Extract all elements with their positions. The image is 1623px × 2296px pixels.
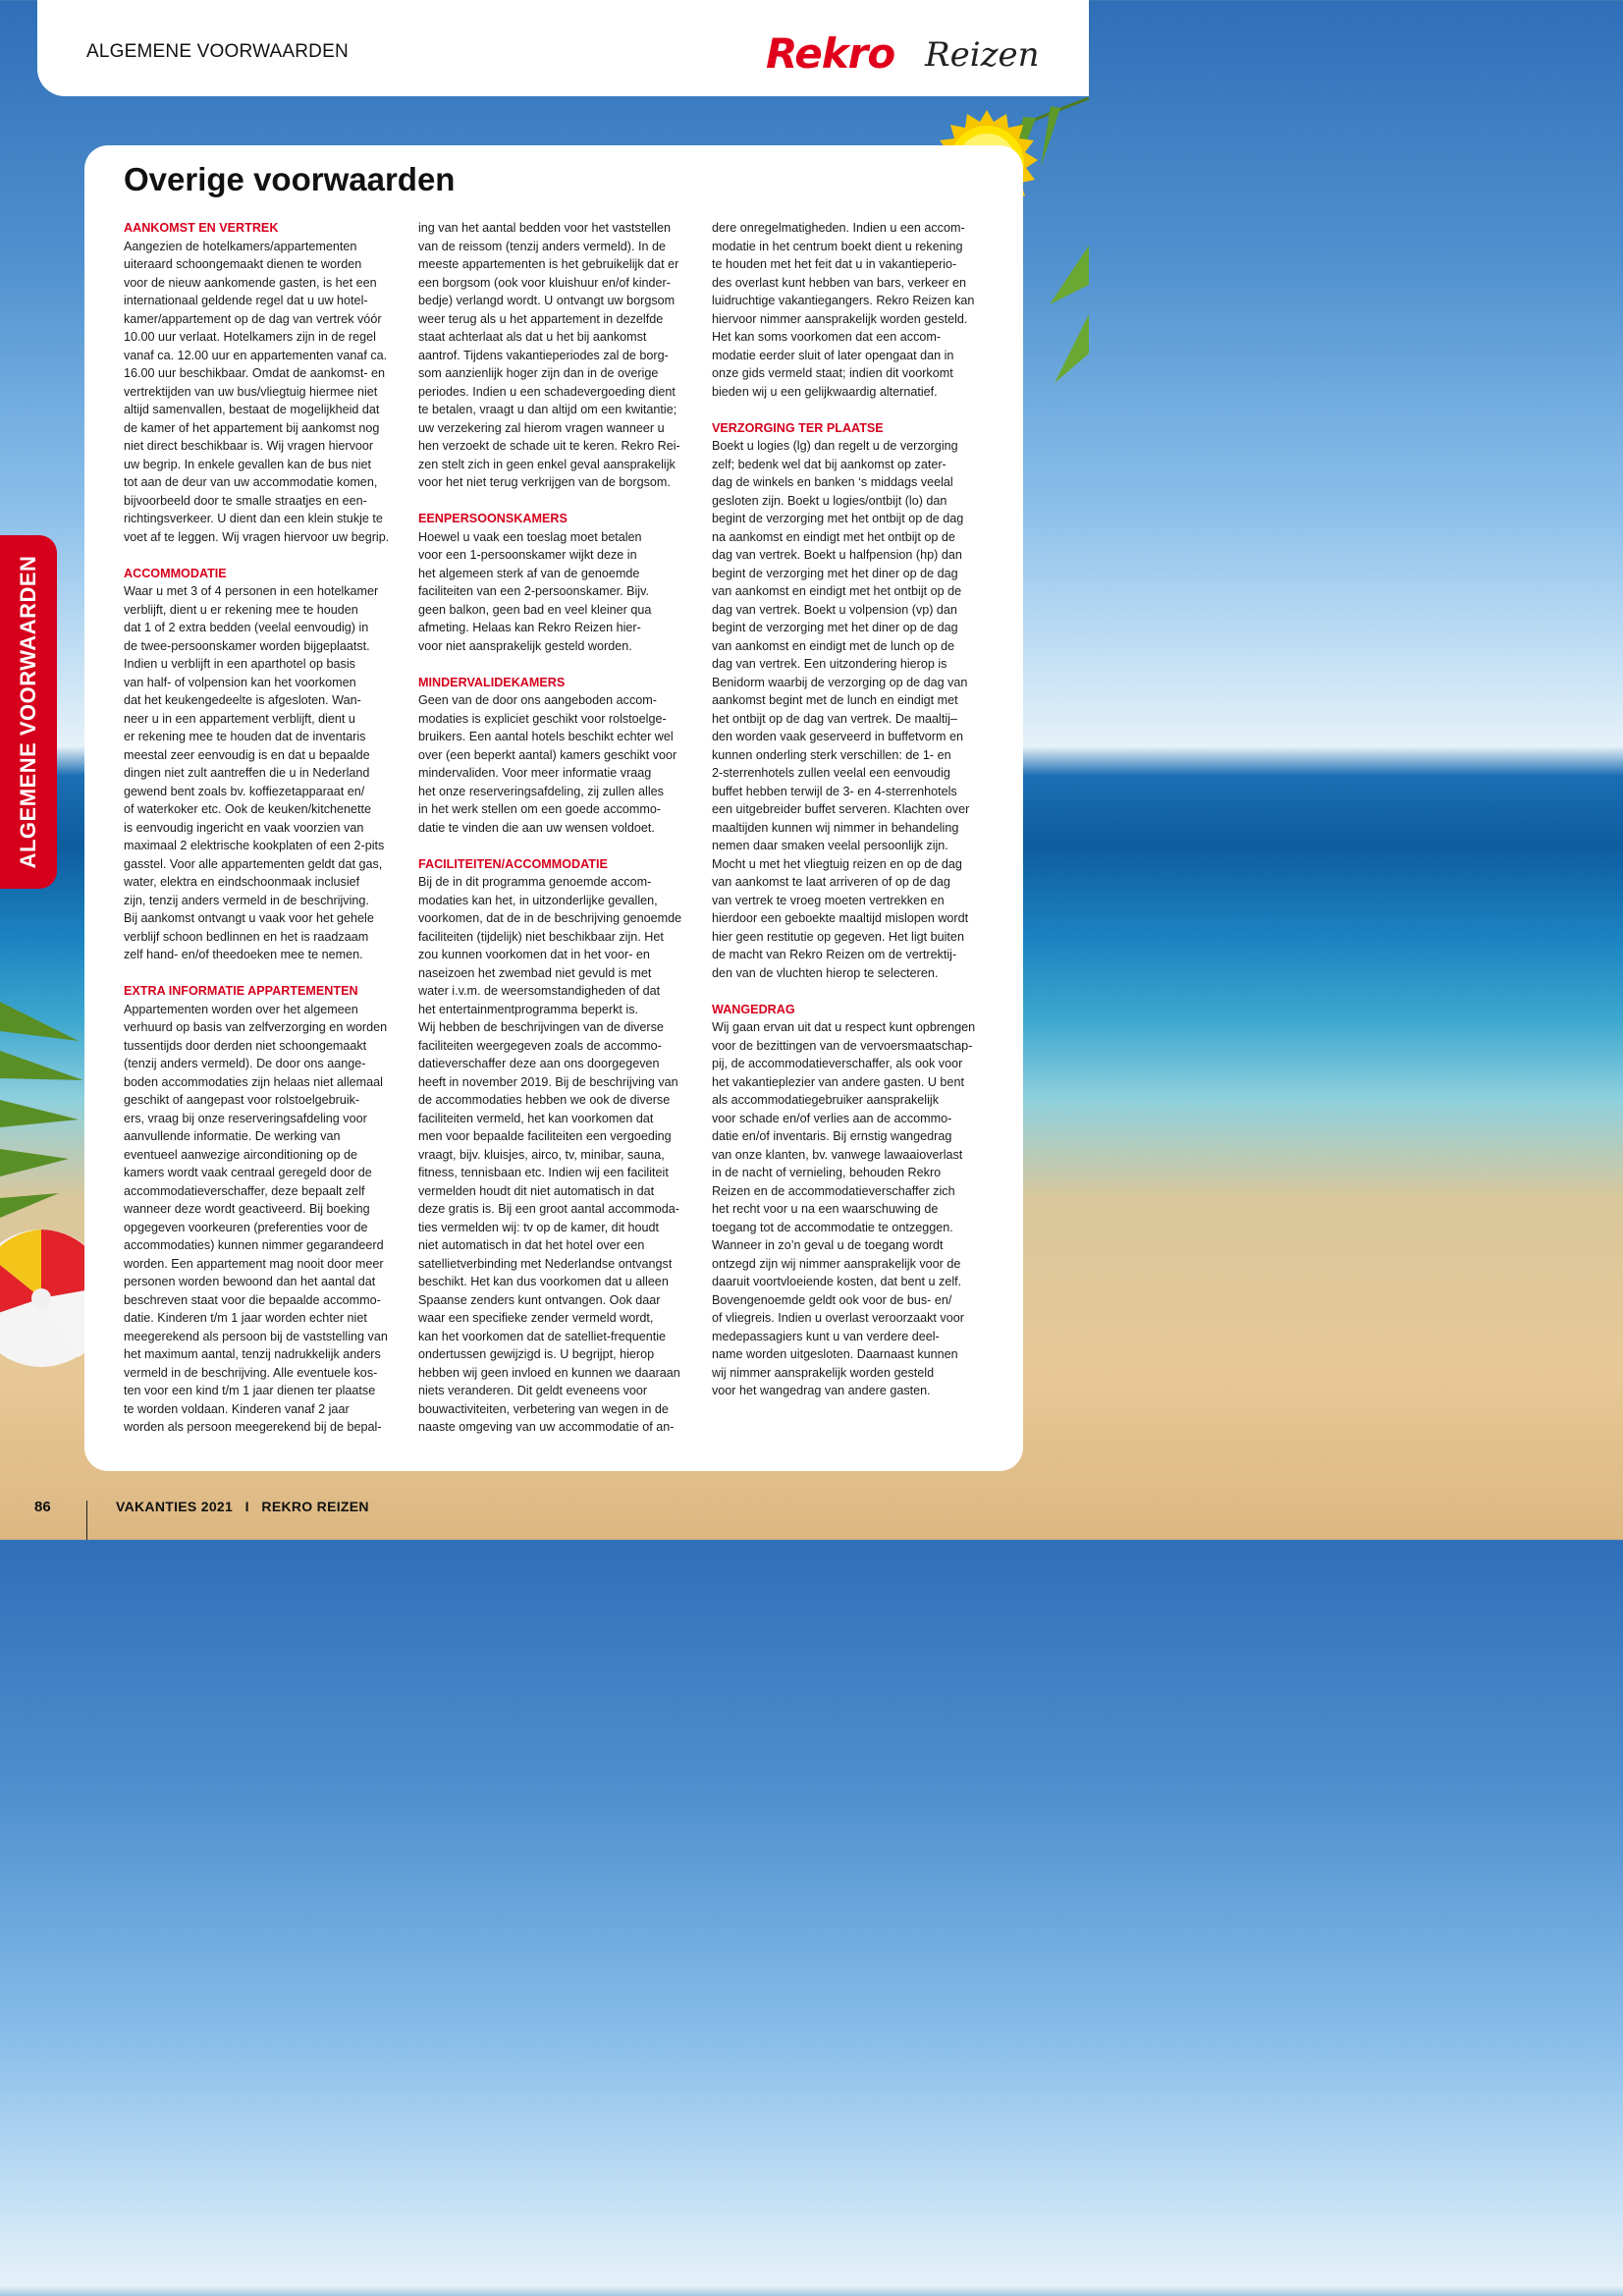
paragraph-line: meestal zeer eenvoudig is en dat u bepaalde: [124, 747, 370, 762]
paragraph-line: fitness, tennisbaan etc. Indien wij een faciliteit: [418, 1166, 669, 1179]
paragraph-line: periodes. Indien u een schadevergoeding dient: [418, 384, 676, 399]
paragraph-line: niet automatisch in dat het hotel over een: [418, 1238, 645, 1252]
section-heading: EENPERSOONSKAMERS: [418, 512, 568, 525]
paragraph-line: den van de vluchten hierop te selecteren.: [712, 965, 939, 980]
paragraph-line: uiteraard schoongemaakt dienen te worden: [124, 257, 362, 271]
side-tab-label: ALGEMENE VOORWAARDEN: [16, 555, 40, 869]
paragraph-line: Waar u met 3 of 4 personen in een hotelkamer: [124, 584, 379, 598]
paragraph-line: zijn, tenzij anders vermeld in de beschrijving.: [124, 893, 369, 907]
paragraph-line: meegerekend als persoon bij de vaststelling van: [124, 1329, 388, 1343]
paragraph-line: Spaanse zenders kunt ontvangen. Ook daar: [418, 1292, 661, 1307]
paragraph-line: als accommodatiegebruiker aansprakelijk: [712, 1093, 939, 1107]
paragraph-line: dag van vertrek. Boekt u halfpension (hp) dan: [712, 548, 962, 562]
paragraph-line: ondertussen gewijzigd is. U begrijpt, hierop: [418, 1347, 655, 1361]
paragraph-line: bijvoorbeeld door te smalle straatjes en een-: [124, 493, 367, 508]
paragraph-line: voet af te leggen. Wij vragen hiervoor uw begrip.: [124, 529, 390, 544]
paragraph-line: de accommodaties hebben we ook de diverse: [418, 1093, 671, 1107]
paragraph-line: heeft in november 2019. Bij de beschrijving van: [418, 1074, 678, 1089]
paragraph-line: kunnen onderling sterk verschillen: de 1- en: [712, 747, 951, 762]
paragraph-line: Appartementen worden over het algemeen: [124, 1002, 358, 1016]
paragraph-line: geen balkon, geen bad en veel kleiner qua: [418, 602, 652, 617]
paragraph-line: faciliteiten van een 2-persoonskamer. Bijv.: [418, 584, 649, 598]
paragraph-line: accommodatieverschaffer, deze bepaalt zelf: [124, 1183, 365, 1198]
paragraph-line: ties vermelden wij: tv op de kamer, dit houdt: [418, 1220, 659, 1234]
section-heading: AANKOMST EN VERTREK: [124, 221, 279, 235]
paragraph-line: in de nacht of vernieling, behouden Rekro: [712, 1166, 942, 1179]
paragraph-line: uw verzekering zal hierom vragen wanneer u: [418, 420, 665, 435]
paragraph-line: te worden voldaan. Kinderen vanaf 2 jaar: [124, 1401, 350, 1416]
paragraph-line: hebben wij geen invloed en kunnen we daaraan: [418, 1365, 680, 1380]
section: [418, 219, 695, 492]
paragraph-line: gasstel. Voor alle appartementen geldt dat gas,: [124, 856, 383, 871]
paragraph-line: internationaal geldende regel dat u uw hotel-: [124, 294, 368, 307]
text-column-1: [124, 219, 401, 1454]
paragraph-line: datie te vinden die aan uw wensen voldoet.: [418, 820, 655, 835]
paragraph-line: gewend bent zoals bv. koffiezetapparaat en/: [124, 784, 365, 798]
paragraph-line: hierdoor een geboekte maaltijd mislopen wordt: [712, 911, 969, 925]
paragraph-line: vraagt, bijv. kluisjes, airco, tv, minibar, sauna,: [418, 1147, 665, 1162]
section: [418, 855, 695, 1437]
paragraph-line: voor schade en/of verlies aan de accommo-: [712, 1111, 952, 1125]
paragraph-line: Aangezien de hotelkamers/appartementen: [124, 239, 357, 253]
section-heading: MINDERVALIDEKAMERS: [418, 675, 566, 689]
paragraph-line: zen stelt zich in geen enkel geval aansprakelijk: [418, 457, 676, 471]
paragraph-line: voor het wangedrag van andere gasten.: [712, 1384, 931, 1397]
paragraph-line: medepassagiers kunt u van verdere deel-: [712, 1329, 940, 1343]
page-number: 86: [34, 1499, 51, 1515]
paragraph-line: het maximum aantal, tenzij nadrukkelijk anders: [124, 1347, 381, 1361]
paragraph-line: naaste omgeving van uw accommodatie of an-: [418, 1420, 675, 1434]
paragraph-line: altijd samenvallen, bestaat de mogelijkheid dat: [124, 403, 380, 416]
paragraph-line: Boekt u logies (lg) dan regelt u de verzorging: [712, 439, 958, 453]
paragraph-line: ten voor een kind t/m 1 jaar dienen ter plaatse: [124, 1384, 376, 1397]
paragraph-line: van vertrek te vroeg moeten vertrekken en: [712, 893, 945, 907]
brand-logo-reizen: Reizen: [925, 35, 1040, 75]
section: [124, 219, 401, 546]
paragraph-line: begint de verzorging met het diner op de dag: [712, 621, 958, 634]
paragraph-line: van aankomst en eindigt met de lunch op de: [712, 638, 955, 653]
paragraph-line: faciliteiten weergegeven zoals de accommo-: [418, 1038, 662, 1053]
paragraph-line: worden als persoon meegerekend bij de bepal-: [124, 1420, 382, 1434]
paragraph-line: modatie eerder sluit of later opengaat dan in: [712, 348, 954, 362]
paragraph-line: ing van het aantal bedden voor het vaststellen: [418, 221, 671, 235]
paragraph-line: men voor bepaalde faciliteiten een vergoeding: [418, 1129, 672, 1143]
brand-logo-rekro: Rekro: [766, 29, 895, 78]
paragraph-line: uw begrip. In enkele gevallen kan de bus niet: [124, 457, 372, 471]
paragraph-line: Wij hebben de beschrijvingen van de diverse: [418, 1020, 664, 1034]
paragraph-line: worden. Een appartement mag nooit door meer: [124, 1256, 384, 1271]
paragraph-line: water, elektra en eindschoonmaak inclusief: [124, 875, 360, 889]
paragraph-line: weer terug als u het appartement in dezelfde: [418, 311, 664, 326]
paragraph-line: hier geen restitutie op gegeven. Het ligt buiten: [712, 929, 964, 944]
paragraph-line: wanneer deze wordt geactiveerd. Bij boeking: [124, 1202, 370, 1216]
paragraph-line: begint de verzorging met het ontbijt op de dag: [712, 512, 964, 525]
paragraph-line: neer u in een appartement verblijft, dient u: [124, 711, 355, 726]
paragraph-line: ontzegd zijn wij nimmer aansprakelijk voor de: [712, 1256, 961, 1271]
section: [124, 982, 401, 1437]
paragraph-line: des overlast kunt hebben van bars, verkeer en: [712, 275, 967, 290]
paragraph-line: bieden wij u een gelijkwaardig alternatief.: [712, 384, 938, 399]
paragraph-line: geschikt of aangepast voor rolstoelgebruik-: [124, 1093, 360, 1107]
paragraph-line: de macht van Rekro Reizen om de vertrektij-: [712, 948, 957, 961]
paragraph-line: vertrektijden van uw bus/vliegtuig hiermee niet: [124, 384, 378, 399]
paragraph-line: luidruchtige vakantiegangers. Rekro Reizen kan: [712, 294, 975, 307]
paragraph-line: voor het niet terug verkrijgen van de borgsom.: [418, 475, 671, 489]
section-heading: VERZORGING TER PLAATSE: [712, 420, 884, 435]
section-heading: ACCOMMODATIE: [124, 566, 227, 580]
paragraph-line: 2-sterrenhotels zullen veelal een eenvoudig: [712, 766, 950, 780]
paragraph-line: Geen van de door ons aangeboden accom-: [418, 693, 657, 707]
paragraph-line: of vliegreis. Indien u overlast veroorzaakt voor: [712, 1311, 964, 1325]
paragraph-line: voor de bezittingen van de vervoersmaatschap-: [712, 1038, 973, 1053]
paragraph-line: voorkomen, dat de in de beschrijving genoemde: [418, 911, 682, 925]
paragraph-line: aankomst begint met de lunch en eindigt met: [712, 693, 958, 707]
paragraph-line: zelf hand- en/of theedoeken mee te nemen.: [124, 948, 363, 961]
paragraph-line: buffet hebben terwijl de 3- en 4-sterrenhotels: [712, 784, 957, 798]
paragraph-line: te betalen, vraagt u dan altijd om een kwitantie;: [418, 403, 677, 416]
paragraph-line: kamer/appartement op de dag van vertrek vóór: [124, 311, 382, 326]
paragraph-line: zou kunnen voorkomen dat in het voor- en: [418, 948, 650, 961]
paragraph-line: datie en/of inventaris. Bij ernstig wangedrag: [712, 1129, 952, 1143]
paragraph-line: datie. Kinderen t/m 1 jaar worden echter niet: [124, 1311, 367, 1325]
page-title: Overige voorwaarden: [124, 161, 456, 197]
paragraph-line: hen verzoekt de schade uit te keren. Rekro Rei-: [418, 439, 680, 453]
footer-divider: [86, 1501, 87, 1540]
paragraph-line: Mocht u met het vliegtuig reizen en op de dag: [712, 856, 962, 871]
paragraph-line: modaties is expliciet geschikt voor rolstoelge-: [418, 711, 667, 726]
paragraph-line: naseizoen het zwembad niet gevuld is met: [418, 965, 652, 980]
paragraph-line: den worden vaak geserveerd in buffetvorm en: [712, 730, 963, 743]
paragraph-line: het onze reserveringsafdeling, zij zullen alles: [418, 784, 664, 798]
paragraph-line: accommodaties) kunnen nimmer gegarandeerd: [124, 1238, 384, 1252]
paragraph-line: eventueel aanwezige airconditioning op de: [124, 1147, 358, 1162]
paragraph-line: een borgsom (ook voor kluishuur en/of kinder-: [418, 275, 671, 290]
paragraph-line: vanaf ca. 12.00 uur en appartementen vanaf ca.: [124, 348, 388, 362]
paragraph-line: dag van vertrek. Boekt u volpension (vp) dan: [712, 602, 957, 617]
paragraph-line: name worden uitgesloten. Daarnaast kunnen: [712, 1347, 958, 1361]
paragraph-line: satellietverbinding met Nederlandse ontvangst: [418, 1256, 673, 1271]
paragraph-line: hiervoor nimmer aansprakelijk worden gesteld.: [712, 311, 968, 326]
section-heading: EXTRA INFORMATIE APPARTEMENTEN: [124, 984, 358, 998]
paragraph-line: onze gids vermeld staat; indien dit voorkomt: [712, 366, 953, 380]
paragraph-line: Het kan soms voorkomen dat een accom-: [712, 330, 942, 344]
section: [712, 219, 989, 401]
paragraph-line: of waterkoker etc. Ook de keuken/kitchenette: [124, 802, 372, 816]
section: [124, 565, 401, 964]
paragraph-line: faciliteiten vermeld, het kan voorkomen dat: [418, 1111, 654, 1125]
paragraph-line: Bovengenoemde geldt ook voor de bus- en/: [712, 1292, 952, 1307]
paragraph-line: vermeld in de beschrijving. Alle eventuele kos-: [124, 1365, 378, 1380]
paragraph-line: het entertainmentprogramma beperkt is.: [418, 1002, 639, 1016]
paragraph-line: dat 1 of 2 extra bedden (veelal eenvoudig) in: [124, 621, 369, 634]
paragraph-line: opgegeven voorkeuren (preferenties voor de: [124, 1220, 368, 1234]
paragraph-line: meeste appartementen is het gebruikelijk dat er: [418, 257, 679, 271]
paragraph-line: een uitgebreider buffet serveren. Klachten over: [712, 802, 970, 816]
paragraph-line: voor de nieuw aankomende gasten, is het een: [124, 275, 377, 290]
paragraph-line: personen worden bewoond dan het aantal dat: [124, 1275, 376, 1288]
paragraph-line: toegang tot de accommodatie te ontzeggen.: [712, 1220, 953, 1234]
paragraph-line: som aanzienlijk hoger zijn dan in de overige: [418, 366, 659, 380]
paragraph-line: tot aan de deur van uw accommodatie komen,: [124, 475, 378, 489]
paragraph-line: dag van vertrek. Een uitzondering hierop is: [712, 657, 947, 671]
paragraph-line: zelf; bedenk wel dat bij aankomst op zater-: [712, 457, 947, 471]
paragraph-line: waar een specifieke zender vermeld wordt,: [418, 1311, 654, 1325]
section-heading: WANGEDRAG: [712, 1002, 795, 1016]
paragraph-line: Benidorm waarbij de verzorging op de dag van: [712, 675, 968, 689]
paragraph-line: dat het keukengedeelte is afgesloten. Wan-: [124, 693, 361, 707]
paragraph-line: richtingsverkeer. U dient dan een klein stukje te: [124, 512, 383, 525]
paragraph-line: het ontbijt op de dag van vertrek. De maaltij–: [712, 711, 957, 726]
paragraph-line: modaties kan het, in uitzonderlijke gevallen,: [418, 893, 658, 907]
paragraph-line: beschreven staat voor die bepaalde accommo-: [124, 1292, 381, 1307]
paragraph-line: wij nimmer aansprakelijk worden gesteld: [712, 1365, 935, 1380]
paragraph-line: in het werk stellen om een goede accommo-: [418, 802, 662, 816]
paragraph-line: daaruit voortvloeiende kosten, dat bent u zelf.: [712, 1275, 962, 1288]
paragraph-line: aanvullende informatie. De werking van: [124, 1129, 341, 1143]
paragraph-line: faciliteiten (tijdelijk) niet beschikbaar zijn. Het: [418, 929, 664, 944]
paragraph-line: ers, vraag bij onze reserveringsafdeling voor: [124, 1111, 367, 1125]
paragraph-line: Bij aankomst ontvangt u vaak voor het gehele: [124, 911, 374, 925]
paragraph-line: van de reissom (tenzij anders vermeld). In de: [418, 239, 666, 253]
paragraph-line: van onze klanten, bv. vanwege lawaaioverlast: [712, 1147, 963, 1162]
paragraph-line: verhuurd op basis van zelfverzorging en worden: [124, 1020, 388, 1034]
paragraph-line: datieverschaffer deze aan ons doorgegeven: [418, 1057, 660, 1070]
section: [418, 510, 695, 655]
paragraph-line: kan het voorkomen dat de satelliet-frequentie: [418, 1329, 667, 1343]
paragraph-line: deze gratis is. Bij een groot aantal accommoda-: [418, 1202, 680, 1216]
paragraph-line: dag de winkels en banken ‘s middags veelal: [712, 475, 953, 489]
paragraph-line: maximaal 2 elektrische kookplaten of een 2-pits: [124, 839, 385, 852]
paragraph-line: Wanneer in zo’n geval u de toegang wordt: [712, 1238, 944, 1252]
paragraph-line: bedje) verlangd wordt. U ontvangt uw borgsom: [418, 294, 676, 307]
paragraph-line: staat achterlaat als dat u het bij aankomst: [418, 330, 647, 344]
paragraph-line: Wij gaan ervan uit dat u respect kunt opbrengen: [712, 1020, 976, 1034]
paragraph-line: 10.00 uur verlaat. Hotelkamers zijn in de regel: [124, 330, 376, 344]
paragraph-line: voor een 1-persoonskamer wijkt deze in: [418, 548, 637, 562]
paragraph-line: de kamer of het appartement bij aankomst nog: [124, 420, 380, 435]
paragraph-line: niets veranderen. Dit geldt eveneens voor: [418, 1384, 648, 1397]
paragraph-line: niet direct beschikbaar is. Wij vragen hiervoor: [124, 439, 374, 453]
paragraph-line: bruikers. Een aantal hotels beschikt echter wel: [418, 730, 674, 743]
paragraph-line: afmeting. Helaas kan Rekro Reizen hier-: [418, 621, 641, 634]
footer-text: VAKANTIES 2021 I REKRO REIZEN: [116, 1499, 369, 1514]
paragraph-line: Indien u verblijft in een aparthotel op basis: [124, 657, 355, 671]
paragraph-line: van half- of volpension kan het voorkomen: [124, 675, 356, 689]
paragraph-line: verblijf schoon bedlinnen en het is raadzaam: [124, 929, 369, 944]
section: [418, 674, 695, 838]
paragraph-line: Hoewel u vaak een toeslag moet betalen: [418, 529, 642, 544]
paragraph-line: bouwactiviteiten, verbetering van wegen in de: [418, 1401, 669, 1416]
paragraph-line: verblijft, dient u er rekening mee te houden: [124, 602, 358, 617]
paragraph-line: pij, de accommodatieverschaffer, als ook voor: [712, 1057, 963, 1070]
text-column-3: [712, 219, 989, 1418]
paragraph-line: 16.00 uur beschikbaar. Omdat de aankomst- en: [124, 366, 386, 380]
section: [712, 1001, 989, 1400]
paragraph-line: begint de verzorging met het diner op de dag: [712, 566, 958, 580]
paragraph-line: gesloten zijn. Boekt u logies/ontbijt (lo) dan: [712, 493, 947, 508]
text-column-2: [418, 219, 695, 1454]
paragraph-line: over (een beperkt aantal) kamers geschikt voor: [418, 747, 677, 762]
paragraph-line: tussentijds door derden niet schoongemaakt: [124, 1038, 367, 1053]
paragraph-line: nemen daar smaken veelal persoonlijk zijn.: [712, 839, 948, 852]
paragraph-line: is eenvoudig ingericht en vaak voorzien van: [124, 820, 364, 835]
paragraph-line: het vakantieplezier van andere gasten. U bent: [712, 1074, 964, 1089]
paragraph-line: de twee-persoonskamer worden bijgeplaatst.: [124, 638, 370, 653]
paragraph-line: kamers wordt vaak centraal geregeld door de: [124, 1166, 372, 1179]
paragraph-line: dere onregelmatigheden. Indien u een accom-: [712, 221, 965, 235]
header-title: ALGEMENE VOORWAARDEN: [86, 41, 349, 62]
paragraph-line: van aankomst te laat arriveren of op de dag: [712, 875, 950, 889]
paragraph-line: voor niet aansprakelijk gesteld worden.: [418, 638, 632, 653]
paragraph-line: Reizen en de accommodatieverschaffer zich: [712, 1183, 955, 1198]
paragraph-line: beschikt. Het kan dus voorkomen dat u alleen: [418, 1275, 669, 1288]
paragraph-line: Bij de in dit programma genoemde accom-: [418, 875, 652, 889]
paragraph-line: na aankomst en eindigt met het ontbijt op de: [712, 529, 955, 544]
paragraph-line: water i.v.m. de weersomstandigheden of dat: [418, 984, 661, 998]
paragraph-line: mindervaliden. Voor meer informatie vraag: [418, 766, 652, 780]
section: [712, 419, 989, 983]
paragraph-line: het recht voor u na een waarschuwing de: [712, 1202, 939, 1216]
paragraph-line: aantrof. Tijdens vakantieperiodes zal de borg-: [418, 348, 669, 362]
paragraph-line: te houden met het feit dat u in vakantieperio-: [712, 257, 957, 271]
paragraph-line: er rekening mee te houden dat de inventaris: [124, 730, 366, 743]
paragraph-line: boden accommodaties zijn helaas niet allemaal: [124, 1074, 383, 1089]
paragraph-line: dingen niet zult aantreffen die u in Nederland: [124, 766, 370, 780]
paragraph-line: het algemeen sterk af van de genoemde: [418, 566, 640, 580]
section-heading: FACILITEITEN/ACCOMMODATIE: [418, 856, 608, 871]
paragraph-line: maaltijden kunnen wij nimmer in behandeling: [712, 820, 959, 835]
paragraph-line: van aankomst en eindigt met het ontbijt op de: [712, 584, 962, 598]
paragraph-line: (tenzij anders vermeld). De door ons aange-: [124, 1057, 366, 1070]
paragraph-line: vermelden houdt dit niet automatisch in dat: [418, 1183, 655, 1198]
paragraph-line: modatie in het centrum boekt dient u rekening: [712, 239, 963, 253]
